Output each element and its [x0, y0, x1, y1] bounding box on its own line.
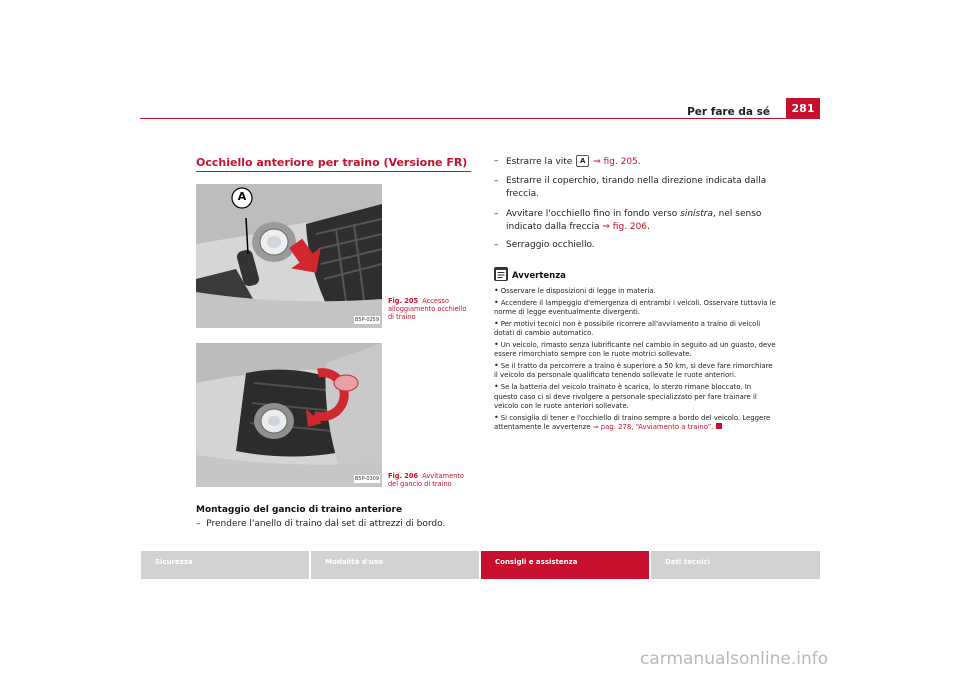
figure-label-a: A [237, 190, 247, 203]
ref-marker-a: A [576, 155, 589, 167]
step-text: Estrarre la vite [506, 157, 573, 167]
note-icon-glyph [494, 268, 508, 282]
section-rule [196, 171, 471, 172]
note-text: Si consiglia di tener e l'occhiello di traino sempre a bordo del veicolo. Leggere attentamente le avvertenze [494, 413, 771, 432]
note-list [494, 286, 776, 434]
note-text: Un veicolo, rimasto senza lubrificante nel cambio in seguito ad un guasto, deve essere rimorchiato sempre con le ruote motrici sollevate. [494, 340, 776, 359]
figure-206-caption [388, 472, 474, 488]
tab-sicurezza[interactable]: Sicurezza [141, 551, 309, 579]
tab-dati-tecnici[interactable]: Dati tecnici [651, 551, 820, 579]
subheading: Montaggio del gancio di traino anteriore [196, 505, 403, 515]
note-item: • Si consiglia di tener e l'occhiello di traino sempre a bordo del veicolo. Leggere attentamente le avvertenze ⇒ pag. 278, “Avviamento a traino”. [494, 412, 771, 432]
caption-text: Avvitamento del gancio di traino [388, 472, 464, 488]
figure-code: B5P-0309 [355, 476, 380, 482]
tab-modalita-duso[interactable]: Modalità d'uso [311, 551, 479, 579]
caption-text: Accesso alloggiamento occhiello di traino [388, 297, 467, 321]
tab-consigli-e-assistenza[interactable]: Consigli e assistenza [481, 551, 649, 579]
figure-link[interactable]: ⇒ fig. 205 [593, 157, 638, 167]
note-item: • Un veicolo, rimasto senza lubrificante nel cambio in seguito ad un guasto, deve essere rimorchiato sempre con le ruote motrici sollevate. [494, 339, 776, 359]
step-text: , nel senso indicato dalla freccia [506, 209, 762, 232]
figure-link[interactable]: ⇒ fig. 206 [602, 222, 648, 232]
figure-206 [196, 343, 382, 487]
step-item: – Estrarre il coperchio, tirando nella direzione indicata dalla freccia. [494, 175, 794, 201]
step-item: – Estrarre la vite A ⇒ fig. 205. [494, 156, 641, 167]
header-title: Per fare da sé [687, 106, 770, 118]
note-text: Osservare le disposizioni di legge in materia. [500, 287, 656, 295]
note-text: Accendere il lampeggio d'emergenza di entrambi i veicoli. Osservare tuttavia le norme di legge eventualmente divergenti. [494, 298, 776, 317]
end-of-section-marker [716, 423, 722, 429]
note-item: • Per motivi tecnici non è possibile ricorrere all'avviamento a traino di veicoli dotati di cambio automatico. [494, 318, 761, 338]
page-link[interactable]: ⇒ pag. 278, “Avviamento a traino”. [592, 423, 714, 432]
watermark: carmanualsonline.info [640, 649, 829, 669]
step-item: – Serraggio occhiello. [494, 239, 794, 252]
note-item: • Se la batteria del veicolo trainato è scarica, lo sterzo rimane bloccato. In questo caso ci si deve rivolgere a personale specializzato per fare trainare il veicolo con le ruote anteriori sollevate. [494, 382, 757, 410]
step-text: Estrarre il coperchio, tirando nella direzione indicata dalla freccia. [506, 176, 767, 199]
figure-205 [196, 184, 382, 328]
figure-206-illustration [196, 343, 382, 487]
section-title: Occhiello anteriore per traino (Versione FR) [196, 156, 468, 169]
note-text: Per motivi tecnici non è possibile ricorrere all'avviamento a traino di veicoli dotati di cambio automatico. [494, 319, 761, 338]
note-item: • Se il tratto da percorrere a traino è superiore a 50 km, si deve fare rimorchiare il veicolo da personale qualificato tenendo sollevate le ruote anteriori. [494, 361, 773, 380]
caption-number: Fig. 206 [388, 472, 419, 480]
note-title: Avvertenza [512, 271, 566, 281]
figure-205-illustration [196, 184, 382, 328]
note-icon [494, 267, 508, 281]
caption-number: Fig. 205 [388, 297, 419, 305]
note-item: • Osservare le disposizioni di legge in materia. [494, 286, 656, 295]
step-text: Serraggio occhiello. [506, 240, 595, 250]
note-item: • Accendere il lampeggio d'emergenza di entrambi i veicoli. Osservare tuttavia le norme di legge eventualmente divergenti. [494, 297, 776, 317]
page-number: 281 [786, 98, 820, 118]
step-emphasis: sinistra [680, 209, 713, 219]
figure-205-caption [388, 297, 474, 321]
header-rule [140, 118, 820, 119]
step-text: Avvitare l'occhiello fino in fondo verso [506, 209, 678, 219]
step-item: – Prendere l'anello di traino dal set di attrezzi di bordo. [196, 519, 446, 529]
step-item: – Avvitare l'occhiello fino in fondo verso sinistra, nel senso indicato dalla freccia ⇒ fig. 206. [494, 209, 762, 232]
note-text: Se il tratto da percorrere a traino è superiore a 50 km, si deve fare rimorchiare il veicolo da personale qualificato tenendo sollevate le ruote anteriori. [494, 362, 773, 380]
note-text: Se la batteria del veicolo trainato è scarica, lo sterzo rimane bloccato. In questo caso ci si deve rivolgere a personale specializzato per fare trainare il veicolo con le ruote anteriori sollevate. [494, 383, 757, 410]
step-text: Prendere l'anello di traino dal set di attrezzi di bordo. [206, 519, 446, 529]
figure-code: B5P-0259 [355, 317, 380, 323]
